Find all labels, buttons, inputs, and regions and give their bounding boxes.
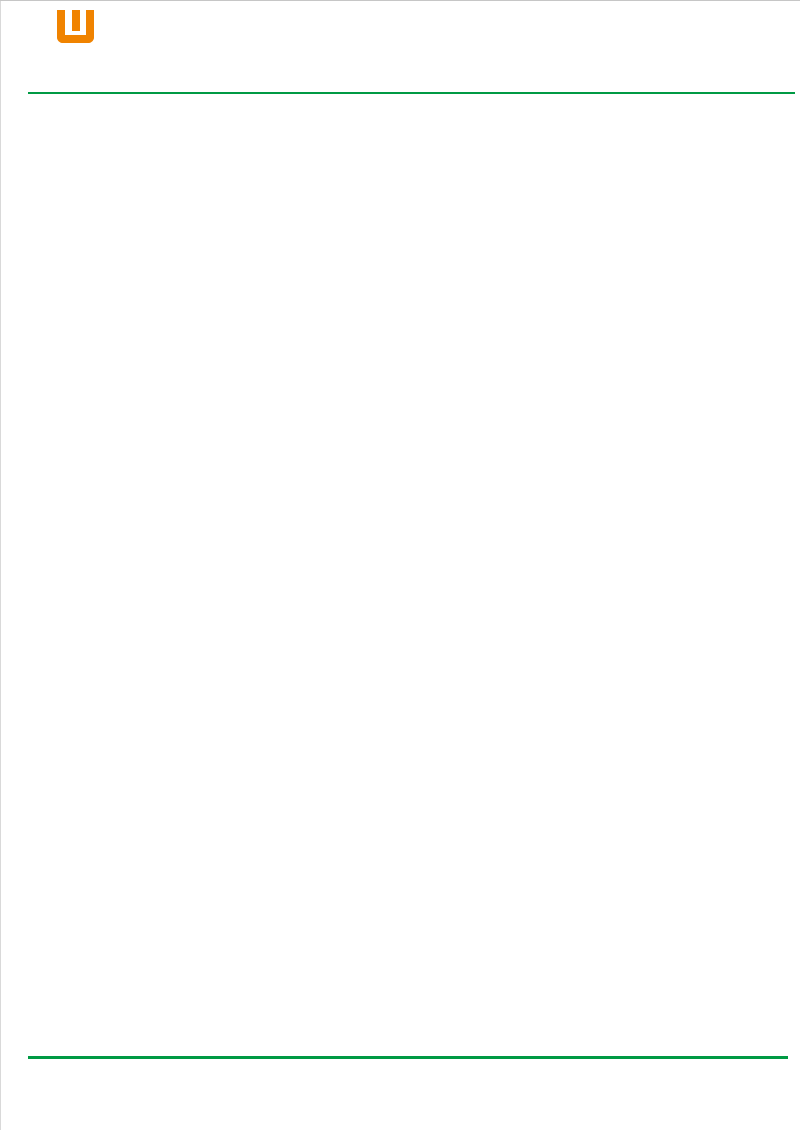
page-footer xyxy=(0,1056,800,1106)
page-header xyxy=(0,0,800,94)
logo-w-icon xyxy=(57,10,94,43)
yfw-logo xyxy=(55,6,97,46)
header-divider xyxy=(28,92,795,95)
charts-grid xyxy=(0,99,800,130)
footer-divider xyxy=(28,1056,788,1059)
